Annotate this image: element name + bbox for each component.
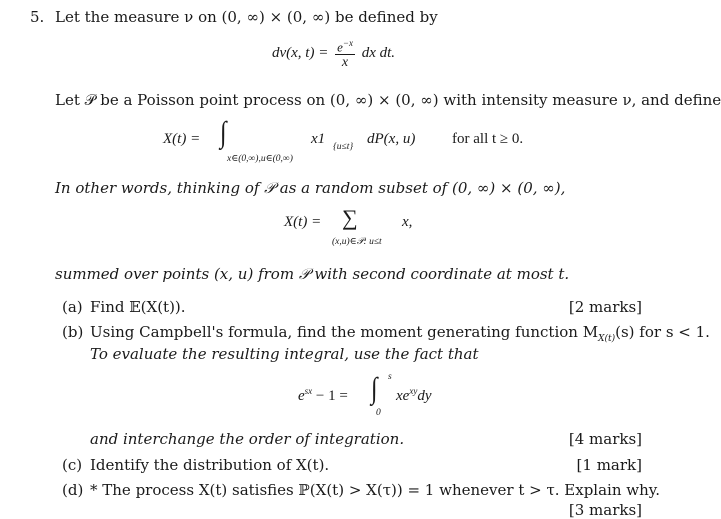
measure-equation <box>272 36 395 71</box>
hint-integrand-exp: xy <box>409 386 418 396</box>
intro-text: Let the measure ν on (0, ∞) × (0, ∞) be defined by <box>55 8 438 26</box>
part-c-text: Identify the distribution of X(t). <box>90 456 330 474</box>
hint-integrand-base: xe <box>396 388 410 404</box>
sum-lhs: X(t) = <box>284 214 322 230</box>
part-b-text-main: Using Campbell's formula, find the moment generating function M <box>90 323 599 341</box>
hint-lhs-base: e <box>298 388 305 404</box>
measure-numerator-exp: −x <box>342 38 353 48</box>
sum-subscript: (x,u)∈𝒫: u≤t <box>332 237 382 247</box>
hint-lhs <box>298 386 348 405</box>
hint-lhs-after: − 1 = <box>315 388 348 404</box>
part-d-text: * The process X(t) satisfies ℙ(X(t) > X(τ)) = 1 whenever t > τ. Explain why. <box>90 481 661 499</box>
measure-denominator: x <box>335 54 355 71</box>
summed-text: summed over points (x, u) from 𝒫 with second coordinate at most t. <box>55 265 570 283</box>
integrand: x1 <box>311 131 326 147</box>
measure-numerator: e <box>337 39 343 55</box>
indicator-subscript: {u≤t} <box>333 142 354 152</box>
problem-number: 5. <box>30 8 45 26</box>
integral-measure: dP(x, u) <box>367 131 416 147</box>
sum-rhs: x, <box>402 214 413 230</box>
hint-integrand <box>396 386 432 405</box>
for-all-condition: for all t ≥ 0. <box>452 131 524 147</box>
integral-subscript: x∈(0,∞),u∈(0,∞) <box>227 154 293 164</box>
part-b-hint-end: and interchange the order of integration. <box>90 430 405 448</box>
part-b-text-after: (s) for s < 1. <box>615 323 710 341</box>
part-b-hint: To evaluate the resulting integral, use the fact that <box>90 345 479 363</box>
hint-lhs-exp: sx <box>304 386 313 396</box>
part-b-mgf-subscript: X(t) <box>598 334 616 344</box>
other-words-text: In other words, thinking of 𝒫 as a random subset of (0, ∞) × (0, ∞), <box>55 179 566 197</box>
hint-dy: dy <box>417 388 432 404</box>
hint-lower-limit: 0 <box>376 408 381 418</box>
measure-rhs: dx dt. <box>361 45 396 62</box>
hint-integral-sign: ∫ <box>370 372 378 405</box>
part-c-marks: [1 mark] <box>576 456 642 474</box>
part-b-marks: [4 marks] <box>568 430 642 448</box>
part-b-text <box>90 323 710 345</box>
measure-fraction <box>335 36 355 71</box>
part-a-label: (a) <box>62 298 83 316</box>
xt-lhs: X(t) = <box>163 131 201 147</box>
part-b-label: (b) <box>62 323 84 341</box>
integral-sign: ∫ <box>219 116 227 149</box>
part-a-marks: [2 marks] <box>568 298 642 316</box>
measure-lhs: dν(x, t) = <box>272 45 329 62</box>
poisson-text: Let 𝒫 be a Poisson point process on (0, ∞) × (0, ∞) with intensity measure ν, and define <box>55 91 721 109</box>
part-d-label: (d) <box>62 481 84 499</box>
part-a-text: Find 𝔼(X(t)). <box>90 298 186 316</box>
part-c-label: (c) <box>62 456 83 474</box>
part-d-marks: [3 marks] <box>568 501 642 519</box>
hint-upper-limit: s <box>388 372 392 382</box>
sum-sign: ∑ <box>342 205 358 230</box>
